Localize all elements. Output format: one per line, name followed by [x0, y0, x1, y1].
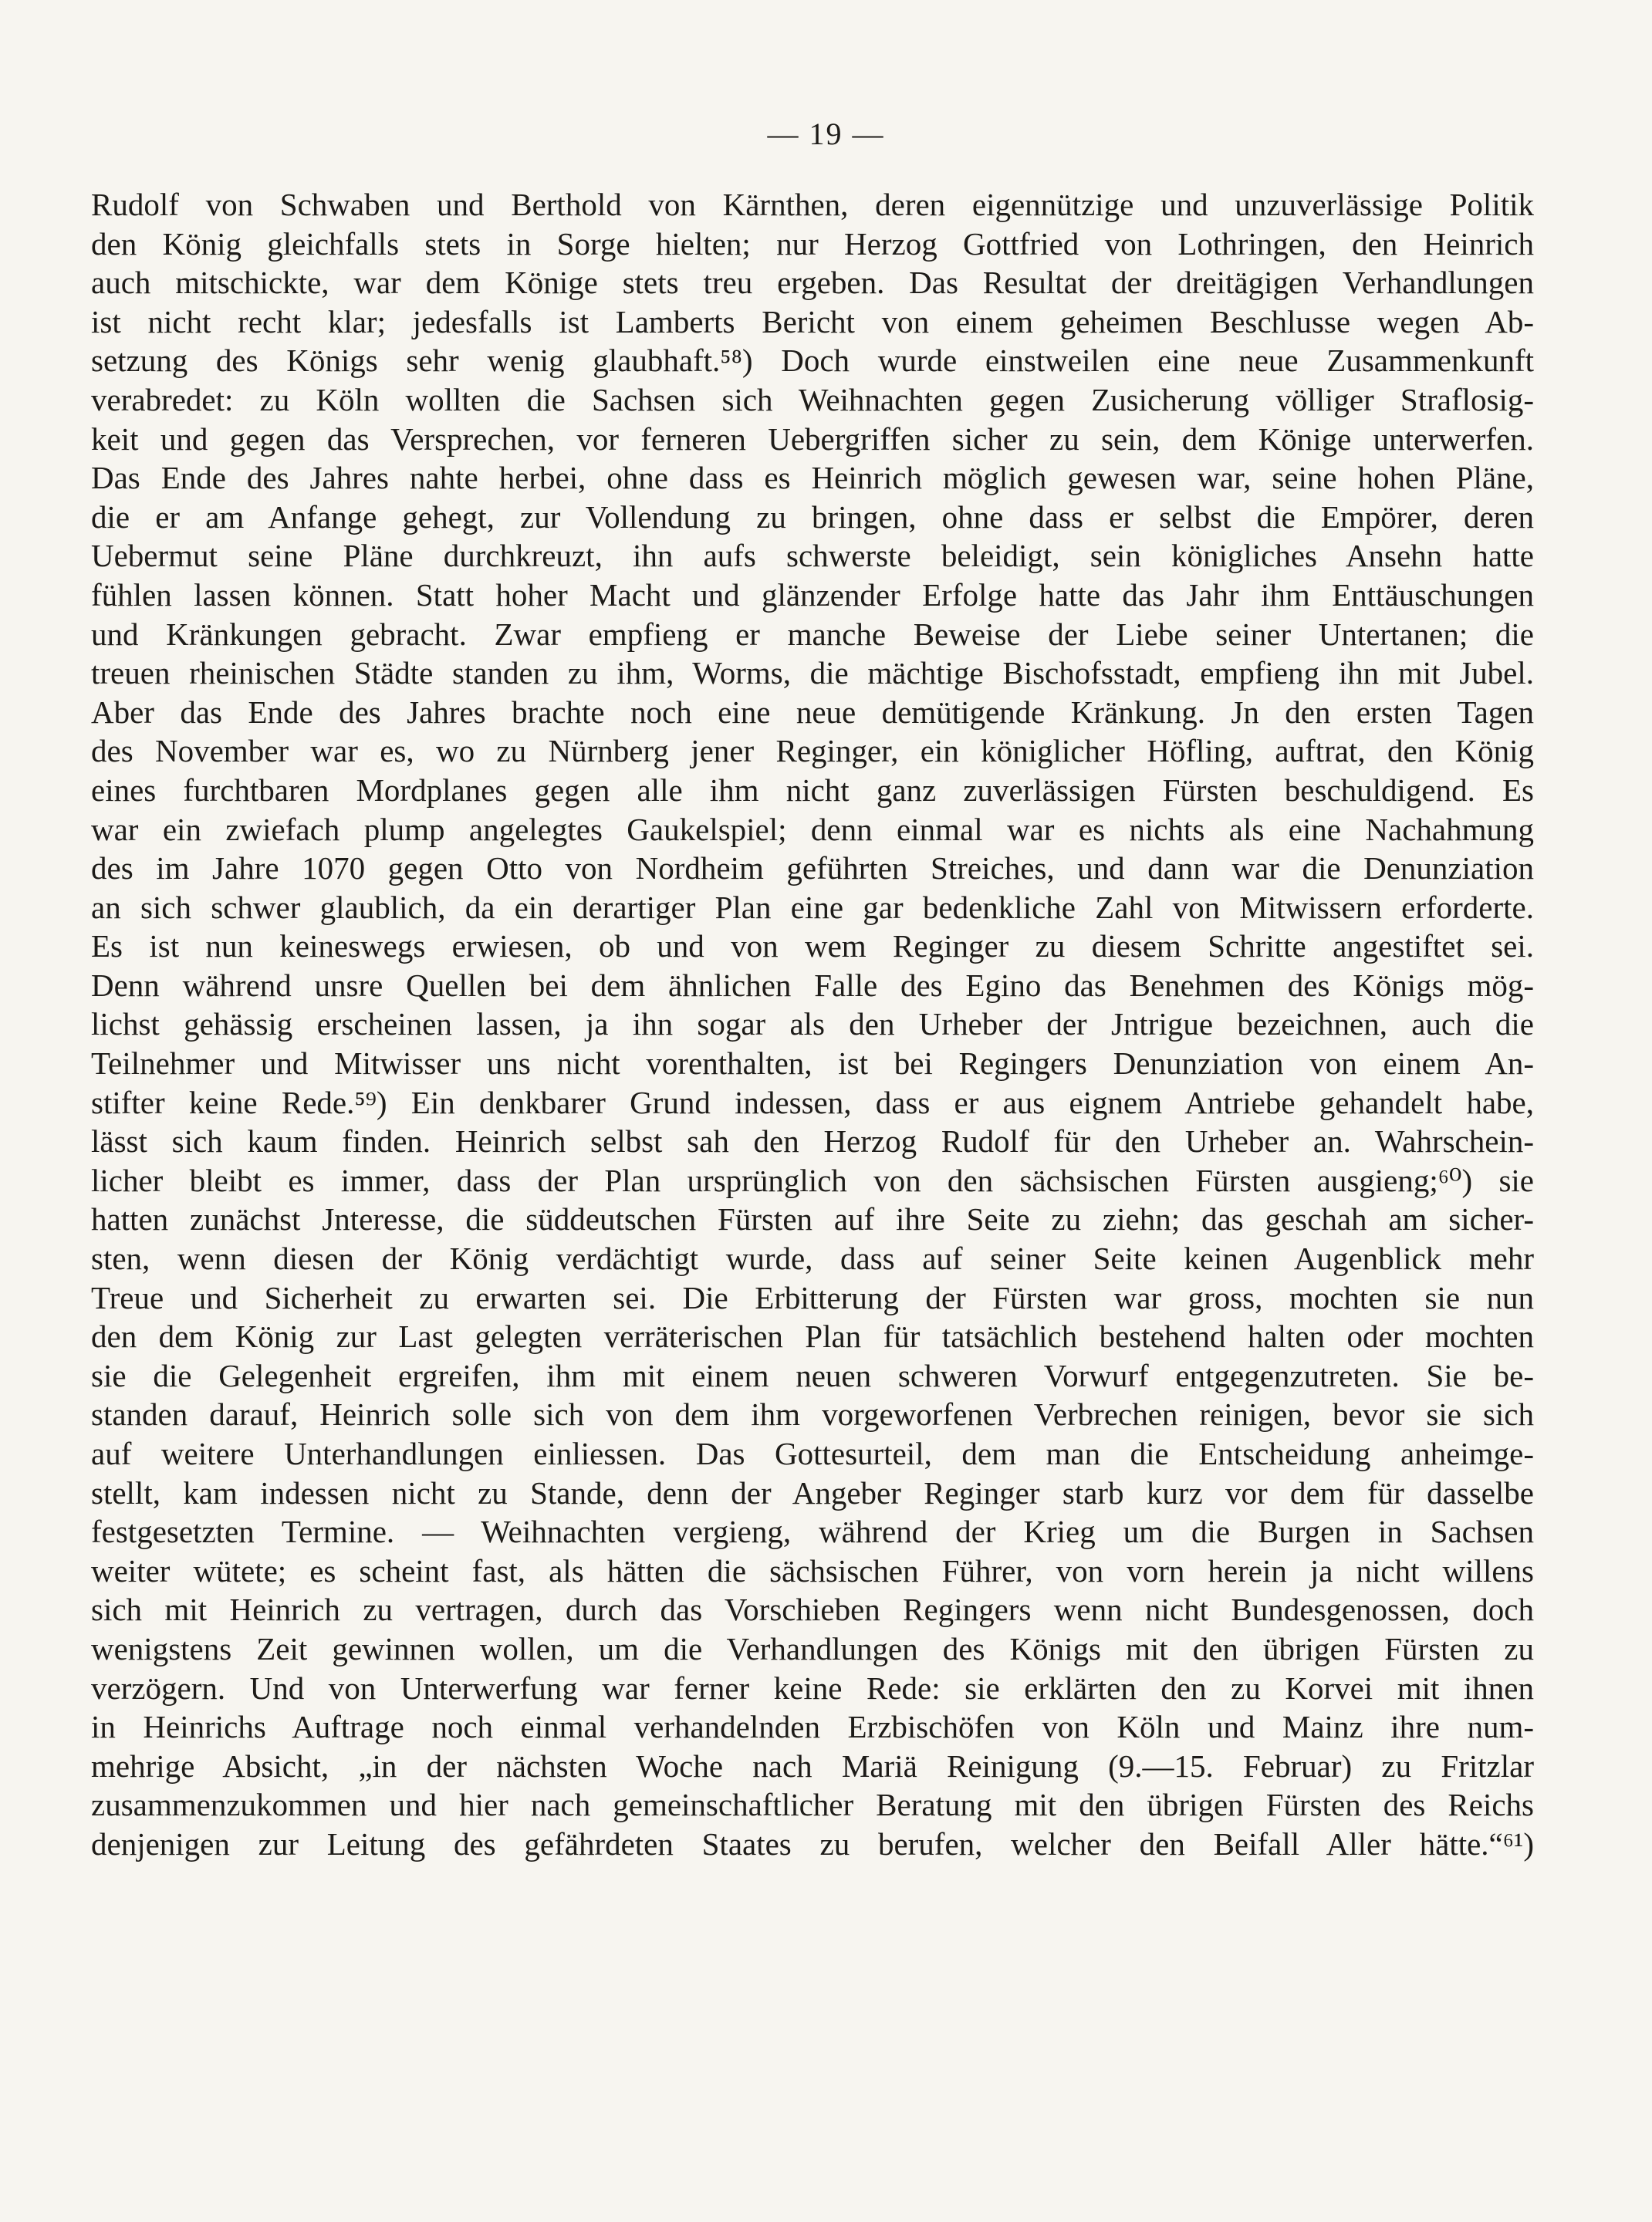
text-line: mehrige Absicht, „in der nächsten Woche nach Mariä Reinigung (9.—15. Februar) zu Fritzlar — [91, 1748, 1534, 1784]
text-line: Rudolf von Schwaben und Berthold von Kärnthen, deren eigennützige und unzuverlässige Politik — [91, 187, 1534, 222]
text-line: war ein zwiefach plump angelegtes Gaukelspiel; denn einmal war es nichts als eine Nachahmung — [91, 811, 1534, 847]
text-line: denjenigen zur Leitung des gefährdeten Staates zu berufen, welcher den Beifall Aller hätte.“⁶¹) — [91, 1825, 1534, 1862]
text-line: Denn während unsre Quellen bei dem ähnlichen Falle des Egino das Benehmen des Königs mög- — [91, 967, 1534, 1003]
page-number: — 19 — — [767, 117, 885, 151]
text-line: lässt sich kaum finden. Heinrich selbst sah den Herzog Rudolf für den Urheber an. Wahrschein- — [91, 1123, 1534, 1160]
text-line: Das Ende des Jahres nahte herbei, ohne dass es Heinrich möglich gewesen war, seine hohen Pläne, — [91, 460, 1534, 496]
text-line: Es ist nun keineswegs erwiesen, ob und von wem Reginger zu diesem Schritte angestiftet sei. — [91, 928, 1534, 964]
text-line: auch mitschickte, war dem Könige stets treu ergeben. Das Resultat der dreitägigen Verhandlungen — [91, 265, 1534, 301]
text-line: treuen rheinischen Städte standen zu ihm, Worms, die mächtige Bischofsstadt, empfieng ihn mit Jubel. — [91, 655, 1534, 691]
text-line: wenigstens Zeit gewinnen wollen, um die Verhandlungen des Königs mit den übrigen Fürsten zu — [91, 1630, 1534, 1666]
text-line: stifter keine Rede.⁵⁹) Ein denkbarer Grund indessen, dass er aus eignem Antriebe gehandelt habe, — [91, 1084, 1534, 1120]
text-line: keit und gegen das Versprechen, vor ferneren Uebergriffen sicher zu sein, dem Könige unterwerfen. — [91, 420, 1534, 457]
text-line: sten, wenn diesen der König verdächtigt wurde, dass auf seiner Seite keinen Augenblick mehr — [91, 1241, 1534, 1277]
text-line: setzung des Königs sehr wenig glaubhaft.⁵⁸) Doch wurde einstweilen eine neue Zusammenkunft — [91, 343, 1534, 379]
text-line: des im Jahre 1070 gegen Otto von Nordheim geführten Streiches, und dann war die Denunziation — [91, 850, 1534, 886]
text-line: den dem König zur Last gelegten verräterischen Plan für tatsächlich bestehend halten oder mochten — [91, 1319, 1534, 1355]
text-line: sie die Gelegenheit ergreifen, ihm mit einem neuen schweren Vorwurf entgegenzutreten. Sie be- — [91, 1357, 1534, 1393]
text-line: Teilnehmer und Mitwisser uns nicht vorenthalten, ist bei Regingers Denunziation von einem An- — [91, 1045, 1534, 1082]
text-line: verabredet: zu Köln wollten die Sachsen sich Weihnachten gegen Zusicherung völliger Straflosig- — [91, 381, 1534, 417]
text-line: stellt, kam indessen nicht zu Stande, denn der Angeber Reginger starb kurz vor dem für dasselbe — [91, 1474, 1534, 1511]
text-line: auf weitere Unterhandlungen einliessen. Das Gottesurteil, dem man die Entscheidung anheimge- — [91, 1436, 1534, 1471]
text-line: des November war es, wo zu Nürnberg jener Reginger, ein königlicher Höfling, auftrat, den König — [91, 733, 1534, 769]
text-line: Uebermut seine Pläne durchkreuzt, ihn aufs schwerste beleidigt, sein königliches Ansehn hatte — [91, 538, 1534, 574]
body-text — [91, 185, 1534, 1864]
text-line: in Heinrichs Auftrage noch einmal verhandelnden Erzbischöfen von Köln und Mainz ihre num- — [91, 1709, 1534, 1745]
text-line: an sich schwer glaublich, da ein derartiger Plan eine gar bedenkliche Zahl von Mitwissern erforderte. — [91, 889, 1534, 925]
text-line: standen darauf, Heinrich solle sich von dem ihm vorgeworfenen Verbrechen reinigen, bevor sie sich — [91, 1396, 1534, 1433]
text-line: hatten zunächst Jnteresse, die süddeutschen Fürsten auf ihre Seite zu ziehn; das geschah am sicher- — [91, 1201, 1534, 1238]
text-line: festgesetzten Termine. — Weihnachten vergieng, während der Krieg um die Burgen in Sachsen — [91, 1514, 1534, 1550]
text-line: fühlen lassen können. Statt hoher Macht und glänzender Erfolge hatte das Jahr ihm Enttäuschungen — [91, 576, 1534, 613]
text-line: eines furchtbaren Mordplanes gegen alle ihm nicht ganz zuverlässigen Fürsten beschuldigend. Es — [91, 772, 1534, 808]
text-line: die er am Anfange gehegt, zur Vollendung zu bringen, ohne dass er selbst die Empörer, deren — [91, 498, 1534, 535]
text-line: Treue und Sicherheit zu erwarten sei. Die Erbitterung der Fürsten war gross, mochten sie nun — [91, 1279, 1534, 1315]
text-line: den König gleichfalls stets in Sorge hielten; nur Herzog Gottfried von Lothringen, den Heinrich — [91, 225, 1534, 262]
text-line: licher bleibt es immer, dass der Plan ursprünglich von den sächsischen Fürsten ausgieng;⁶⁰) sie — [91, 1162, 1534, 1198]
text-line: zusammenzukommen und hier nach gemeinschaftlicher Beratung mit den übrigen Fürsten des Reichs — [91, 1787, 1534, 1823]
text-line: sich mit Heinrich zu vertragen, durch das Vorschieben Regingers wenn nicht Bundesgenossen, doch — [91, 1592, 1534, 1628]
text-line: lichst gehässig erscheinen lassen, ja ihn sogar als den Urheber der Jntrigue bezeichnen, auch die — [91, 1006, 1534, 1042]
text-line: weiter wütete; es scheint fast, als hätten die sächsischen Führer, von vorn herein ja nicht willens — [91, 1552, 1534, 1589]
text-line: verzögern. Und von Unterwerfung war ferner keine Rede: sie erklärten den zu Korvei mit ihnen — [91, 1670, 1534, 1706]
text-line: ist nicht recht klar; jedesfalls ist Lamberts Bericht von einem geheimen Beschlusse wegen Ab- — [91, 303, 1534, 339]
text-line: Aber das Ende des Jahres brachte noch eine neue demütigende Kränkung. Jn den ersten Tagen — [91, 694, 1534, 730]
text-line: und Kränkungen gebracht. Zwar empfieng er manche Beweise der Liebe seiner Untertanen; die — [91, 616, 1534, 652]
